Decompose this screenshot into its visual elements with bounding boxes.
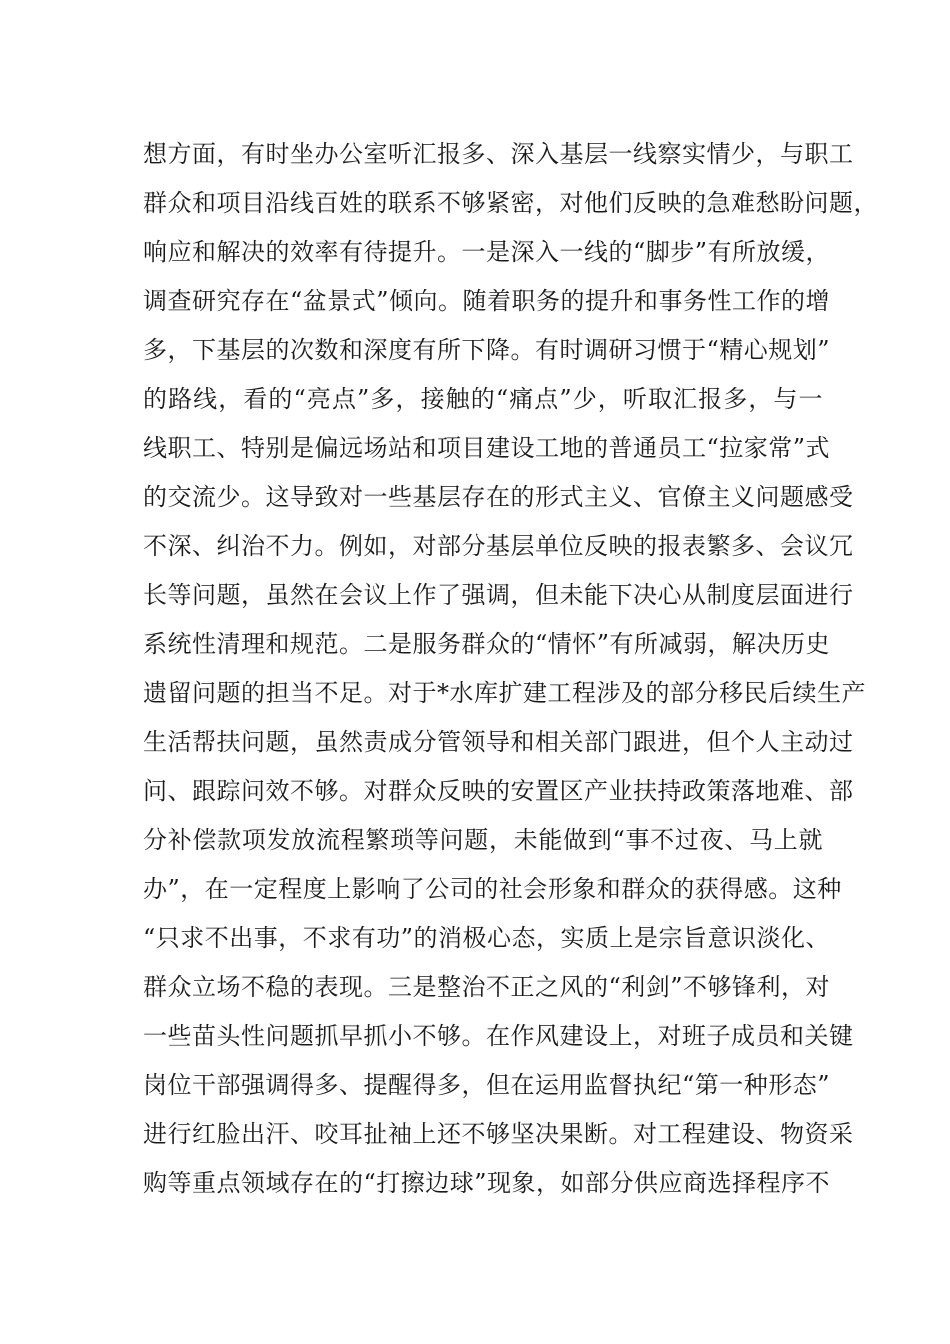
text-line-3: 响应和解决的效率有待提升。一是深入一线的“脚步”有所放缓， <box>143 238 831 266</box>
text-line-13: 生活帮扶问题，虽然责成分管领导和相关部门跟进，但个人主动过 <box>143 728 854 756</box>
text-line-21: 进行红脸出汗、咬耳扯袖上还不够坚决果断。对工程建设、物资采 <box>143 1120 854 1148</box>
text-line-1: 想方面，有时坐办公室听汇报多、深入基层一线察实情少，与职工 <box>143 140 854 168</box>
text-line-6: 的路线，看的“亮点”多，接触的“痛点”少，听取汇报多，与一 <box>143 385 823 413</box>
text-line-10: 长等问题，虽然在会议上作了强调，但未能下决心从制度层面进行 <box>143 581 854 609</box>
text-line-20: 岗位干部强调得多、提醒得多，但在运用监督执纪“第一种形态” <box>143 1071 831 1099</box>
text-line-17: “只求不出事，不求有功”的消极心态，实质上是宗旨意识淡化、 <box>143 924 831 952</box>
text-line-18: 群众立场不稳的表现。三是整治不正之风的“利剑”不够锋利，对 <box>143 973 831 1001</box>
text-line-16: 办”，在一定程度上影响了公司的社会形象和群众的获得感。这种 <box>143 875 842 903</box>
body-text <box>143 130 878 1208</box>
text-line-15: 分补偿款项发放流程繁琐等问题，未能做到“事不过夜、马上就 <box>143 826 823 854</box>
text-line-8: 的交流少。这导致对一些基层存在的形式主义、官僚主义问题感受 <box>143 483 854 511</box>
text-line-7: 线职工、特别是偏远场站和项目建设工地的普通员工“拉家常”式 <box>143 434 831 462</box>
text-line-19: 一些苗头性问题抓早抓小不够。在作风建设上，对班子成员和关键 <box>143 1022 854 1050</box>
text-line-5: 多，下基层的次数和深度有所下降。有时调研习惯于“精心规划” <box>143 336 831 364</box>
text-line-2: 群众和项目沿线百姓的联系不够紧密，对他们反映的急难愁盼问题， <box>143 189 878 217</box>
text-line-14: 问、跟踪问效不够。对群众反映的安置区产业扶持政策落地难、部 <box>143 777 854 805</box>
text-line-4: 调查研究存在“盆景式”倾向。随着职务的提升和事务性工作的增 <box>143 287 831 315</box>
text-line-22: 购等重点领域存在的“打擦边球”现象，如部分供应商选择程序不 <box>143 1169 831 1197</box>
text-line-11: 系统性清理和规范。二是服务群众的“情怀”有所减弱，解决历史 <box>143 630 831 658</box>
text-line-12: 遗留问题的担当不足。对于*水库扩建工程涉及的部分移民后续生产 <box>143 679 866 707</box>
text-line-9: 不深、纠治不力。例如，对部分基层单位反映的报表繁多、会议冗 <box>143 532 854 560</box>
